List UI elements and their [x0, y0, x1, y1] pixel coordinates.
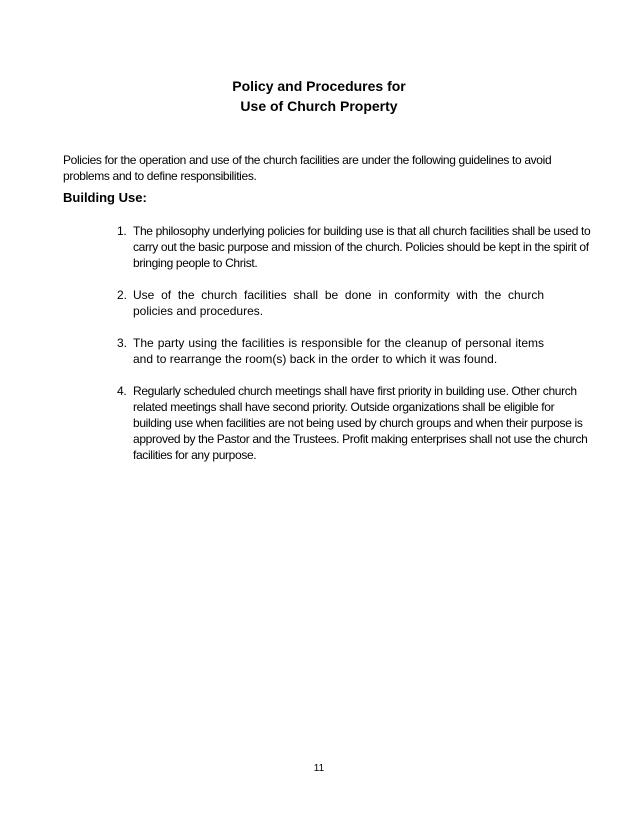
page-title-line-2: Use of Church Property [240, 98, 398, 114]
intro-paragraph: Policies for the operation and use of the church facilities are under the following guidelines to avoid problems and to define responsibilities. [63, 153, 552, 183]
list-item [117, 335, 544, 367]
list-item-number: 2. [117, 288, 128, 302]
list-item-text: The party using the facilities is responsible for the cleanup of personal items and to rearrange the room(s) back in the order to which it was found. [133, 336, 544, 366]
page-title-line-1: Policy and Procedures for [232, 78, 406, 94]
list-item-text: The philosophy underlying policies for building use is that all church facilities shall be used to carry out the basic purpose and mission of the church. Policies should be kept in the spirit of bringing people to Christ. [133, 224, 591, 270]
list-item [117, 383, 592, 463]
section-heading: Building Use: [63, 190, 147, 205]
policy-list [117, 223, 592, 479]
list-item-text: Use of the church facilities shall be done in conformity with the church policies and procedures. [133, 288, 544, 318]
list-item-text: Regularly scheduled church meetings shall have first priority in building use. Other church related meetings shall have second priority. Outside organizations shall be eligible for building use when facilities are not being used by church groups and when their purpose is approved by the Pastor and the Trustees. Profit making enterprises shall not use the church facilities for any purpose. [133, 384, 588, 462]
page-title [0, 76, 638, 116]
list-item [117, 287, 544, 319]
list-item-number: 3. [117, 336, 128, 350]
page-number: 11 [313, 763, 325, 774]
list-item [117, 223, 592, 271]
list-item-number: 4. [117, 384, 127, 398]
list-item-number: 1. [117, 224, 127, 238]
